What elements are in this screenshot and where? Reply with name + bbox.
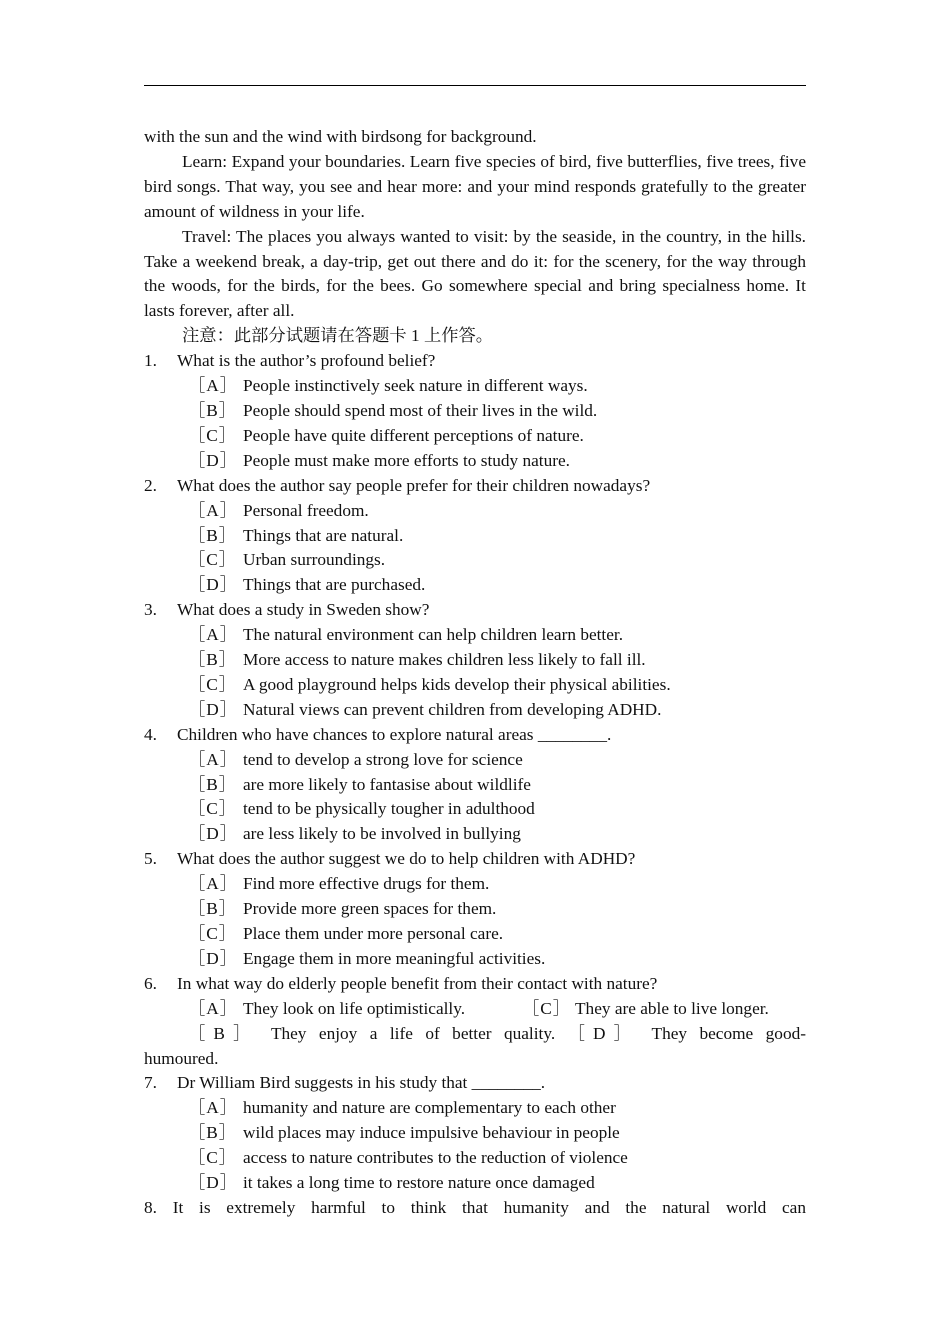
question-number: 8. <box>144 1197 157 1217</box>
question <box>144 972 806 997</box>
option-text: They are able to live longer. <box>575 998 769 1018</box>
option-text: They enjoy a life of better quality. <box>270 1023 556 1043</box>
option-label: ［B］ <box>188 1023 259 1043</box>
option <box>144 947 806 972</box>
option <box>144 449 806 474</box>
option-text: Engage them in more meaningful activities. <box>243 948 546 968</box>
option-label: ［D］ <box>188 699 239 719</box>
option <box>144 1146 806 1171</box>
option-label: ［C］ <box>188 674 238 694</box>
option-label: ［C］ <box>188 924 238 943</box>
option-label: ［B］ <box>188 1123 238 1143</box>
option-label: ［C］ <box>188 550 238 570</box>
option-text: Urban surroundings. <box>243 550 386 570</box>
option-label: ［C］ <box>522 998 572 1018</box>
option <box>522 997 769 1022</box>
option-text: access to nature contributes to the reduction of violence <box>243 1148 628 1168</box>
option-text: Natural views can prevent children from developing ADHD. <box>243 699 662 719</box>
option-label: ［D］ <box>567 1023 640 1043</box>
option-text: More access to nature makes children less likely to fall ill. <box>243 650 646 670</box>
option <box>144 822 806 847</box>
option-text: it takes a long time to restore nature once damaged <box>243 1173 595 1193</box>
option-label: ［C］ <box>188 425 238 445</box>
option <box>144 374 806 399</box>
option-text-continuation: humoured. <box>144 1048 219 1068</box>
option-label: ［A］ <box>188 625 239 645</box>
option <box>144 748 806 773</box>
option-label: ［D］ <box>188 948 239 968</box>
question-number: 1. <box>144 351 157 371</box>
question <box>144 1071 806 1096</box>
option <box>144 623 806 648</box>
option-text: wild places may induce impulsive behaviour in people <box>243 1123 620 1143</box>
option-text: Provide more green spaces for them. <box>243 899 497 919</box>
option-text: Find more effective drugs for them. <box>243 874 490 894</box>
option-label: ［D］ <box>188 1173 239 1193</box>
option-label: ［D］ <box>188 824 239 844</box>
question-text: What is the author’s profound belief? <box>177 351 436 371</box>
option-label: ［A］ <box>188 376 239 396</box>
question <box>144 723 806 748</box>
option-label: ［B］ <box>188 774 238 794</box>
option-label: ［A］ <box>188 874 239 894</box>
passage-paragraph: with the sun and the wind with birdsong for background. <box>144 127 537 146</box>
option <box>144 698 806 723</box>
option-text-part: They become good- <box>651 1023 806 1043</box>
question-number: 7. <box>144 1073 157 1093</box>
option-text: People should spend most of their lives in the wild. <box>243 400 598 420</box>
question <box>144 349 806 374</box>
option-label: ［D］ <box>188 450 239 470</box>
option <box>144 897 806 922</box>
option-label: ［B］ <box>188 525 238 545</box>
option-text: are more likely to fantasise about wildlife <box>243 774 531 794</box>
option-label: ［A］ <box>188 749 239 769</box>
passage-paragraph: Travel: The places you always wanted to visit: by the seaside, in the country, in the hills. Take a weekend break, a day-trip, get out there and do it: for the scenery, for the way through the woods, for the birds, for the bees. Go somewhere special and bring specialness home. It lasts forever, after all. <box>144 226 806 321</box>
option-row <box>144 1022 806 1047</box>
option-text: People have quite different perceptions of nature. <box>243 425 584 445</box>
option-text: People instinctively seek nature in different ways. <box>243 376 588 396</box>
option-text: humanity and nature are complementary to each other <box>243 1098 616 1118</box>
option-row <box>144 997 806 1022</box>
option <box>144 524 806 549</box>
question-number: 2. <box>144 475 157 495</box>
option-text: Place them under more personal care. <box>243 924 504 943</box>
option-label: ［B］ <box>188 899 238 919</box>
option-text: Things that are purchased. <box>243 575 426 595</box>
option <box>144 548 806 573</box>
option <box>144 797 806 822</box>
option <box>144 872 806 897</box>
question-number: 3. <box>144 600 157 620</box>
answer-sheet-note: 注意：此部分试题请在答题卡 1 上作答。 <box>182 326 494 346</box>
option-text: are less likely to be involved in bullying <box>243 824 521 844</box>
question-text: In what way do elderly people benefit from their contact with nature? <box>177 973 658 993</box>
option-label: ［B］ <box>188 400 238 420</box>
question <box>144 474 806 499</box>
option <box>188 997 522 1022</box>
question <box>144 598 806 623</box>
question-number: 4. <box>144 724 157 744</box>
option-text: tend to develop a strong love for science <box>243 749 523 769</box>
question-text: What does the author suggest we do to help children with ADHD? <box>177 849 636 869</box>
question-text: Dr William Bird suggests in his study that ________. <box>177 1073 546 1093</box>
question-text: Children who have chances to explore natural areas ________. <box>177 724 612 744</box>
question-number: 6. <box>144 973 157 993</box>
option <box>144 648 806 673</box>
question <box>144 1196 806 1221</box>
option-label: ［B］ <box>188 650 238 670</box>
option-text: Personal freedom. <box>243 500 369 520</box>
option-text: They look on life optimistically. <box>243 998 466 1018</box>
document-page <box>144 125 806 1221</box>
question-text: What does a study in Sweden show? <box>177 600 430 620</box>
option-text: Things that are natural. <box>243 525 404 545</box>
option <box>144 1121 806 1146</box>
question <box>144 847 806 872</box>
question-text: It is extremely harmful to think that humanity and the natural world can <box>172 1197 806 1217</box>
passage-paragraph: Learn: Expand your boundaries. Learn five species of bird, five butterflies, five trees, five bird songs. That way, you see and hear more: and your mind responds gratefully to the greater amount of wildness in your life. <box>144 151 806 221</box>
option <box>144 773 806 798</box>
option <box>144 1096 806 1121</box>
option <box>144 922 806 947</box>
option <box>144 1171 806 1196</box>
option <box>144 573 806 598</box>
option-label: ［A］ <box>188 1098 239 1118</box>
header-rule <box>144 85 806 86</box>
option-label: ［A］ <box>188 998 239 1018</box>
option-label: ［C］ <box>188 1148 238 1168</box>
option <box>144 673 806 698</box>
option-text: The natural environment can help children learn better. <box>243 625 624 645</box>
option <box>144 499 806 524</box>
option-label: ［C］ <box>188 799 238 819</box>
option-text: tend to be physically tougher in adulthood <box>243 799 535 819</box>
option-text: A good playground helps kids develop their physical abilities. <box>243 674 671 694</box>
option-label: ［D］ <box>188 575 239 595</box>
option-label: ［A］ <box>188 500 239 520</box>
option <box>144 424 806 449</box>
question-number: 5. <box>144 849 157 869</box>
option <box>144 399 806 424</box>
option-text: People must make more efforts to study nature. <box>243 450 570 470</box>
question-text: What does the author say people prefer for their children nowadays? <box>177 475 651 495</box>
